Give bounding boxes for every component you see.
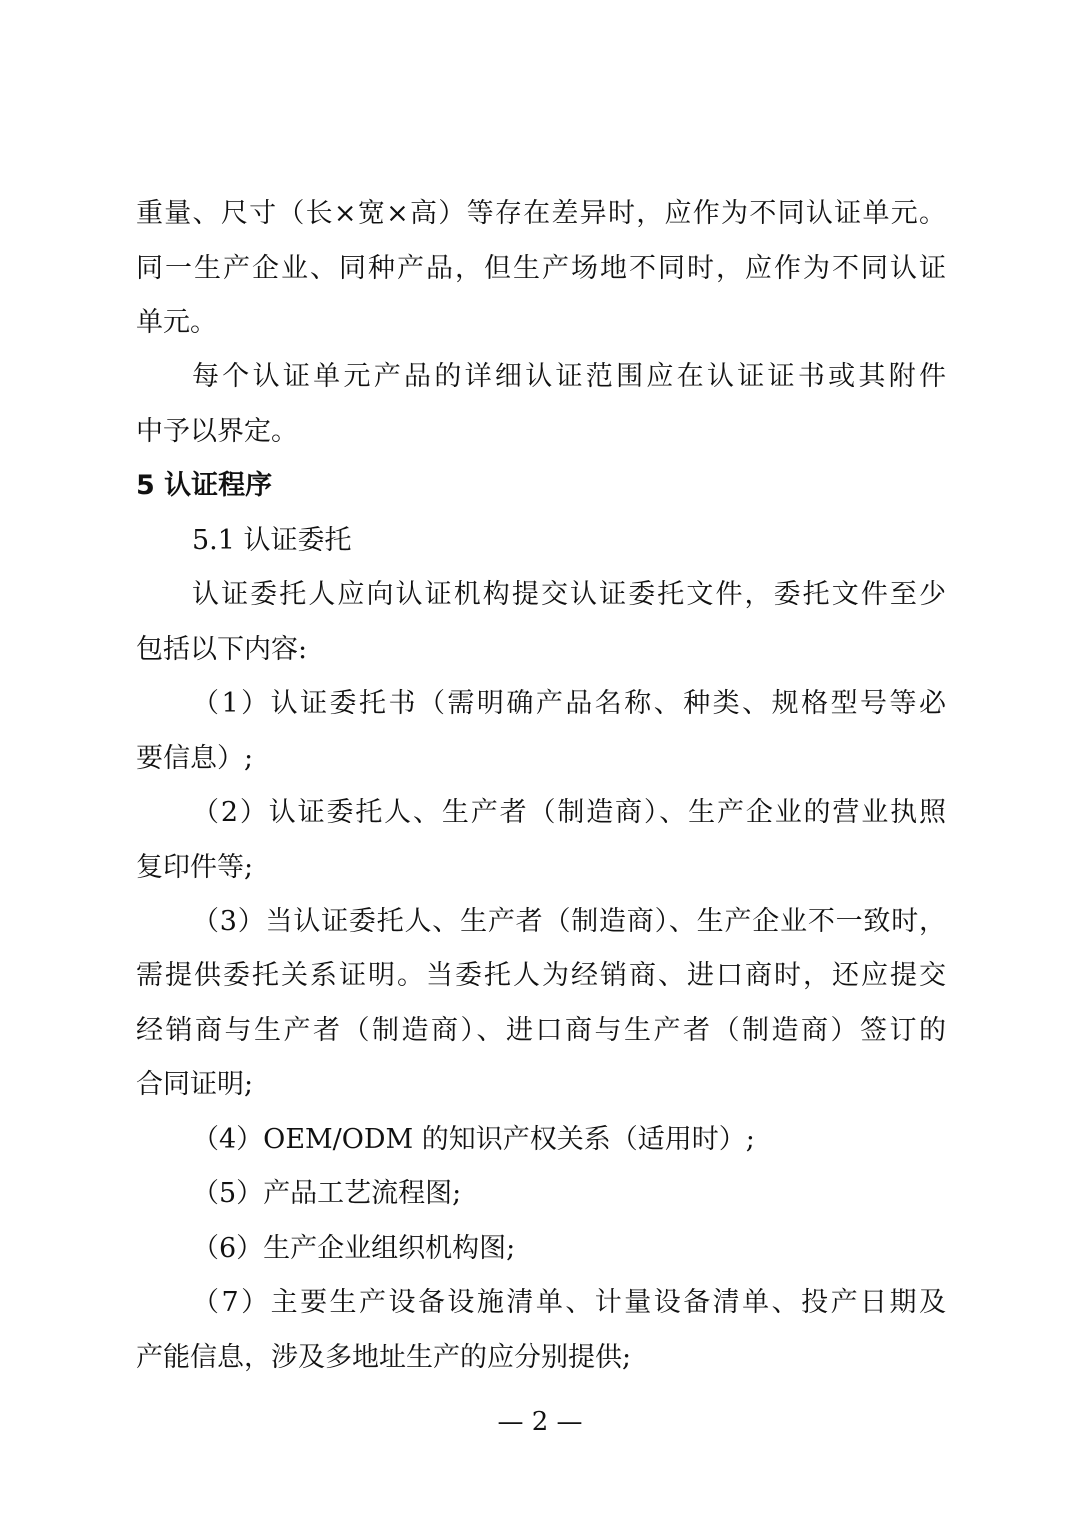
paragraph-line: 单元。	[136, 307, 217, 338]
list-item-line: （5）产品工艺流程图;	[192, 1178, 462, 1209]
paragraph-line: 同一生产企业、同种产品，但生产场地不同时，应作为不同认证	[136, 253, 946, 284]
paragraph-line: 包括以下内容:	[136, 634, 308, 665]
list-item-line: 经销商与生产者（制造商）、进口商与生产者（制造商）签订的	[136, 1015, 946, 1046]
list-item-line: 复印件等;	[136, 852, 254, 883]
list-item-line: 产能信息，涉及多地址生产的应分别提供;	[136, 1342, 632, 1373]
list-item-line: 合同证明;	[136, 1069, 254, 1100]
list-item-line: 需提供委托关系证明。当委托人为经销商、进口商时，还应提交	[136, 960, 946, 991]
list-item-line: 要信息）;	[136, 743, 254, 774]
section-heading: 5 认证程序	[136, 470, 273, 501]
paragraph-line: 认证委托人应向认证机构提交认证委托文件，委托文件至少	[192, 579, 946, 610]
page-number: — 2 —	[497, 1407, 583, 1437]
paragraph-line: 每个认证单元产品的详细认证范围应在认证证书或其附件	[192, 361, 946, 392]
list-item-line: （7）主要生产设备设施清单、计量设备清单、投产日期及	[192, 1287, 946, 1318]
list-item-line: （4）OEM/ODM 的知识产权关系（适用时）;	[192, 1124, 755, 1155]
subsection-heading: 5.1 认证委托	[192, 525, 352, 556]
list-item-line: （3）当认证委托人、生产者（制造商）、生产企业不一致时，	[192, 906, 946, 937]
list-item-line: （1）认证委托书（需明确产品名称、种类、规格型号等必	[192, 688, 946, 719]
paragraph-line: 重量、尺寸（长×宽×高）等存在差异时，应作为不同认证单元。	[136, 198, 946, 229]
paragraph-line: 中予以界定。	[136, 416, 298, 447]
list-item-line: （2）认证委托人、生产者（制造商）、生产企业的营业执照	[192, 797, 946, 828]
list-item-line: （6）生产企业组织机构图;	[192, 1233, 516, 1264]
